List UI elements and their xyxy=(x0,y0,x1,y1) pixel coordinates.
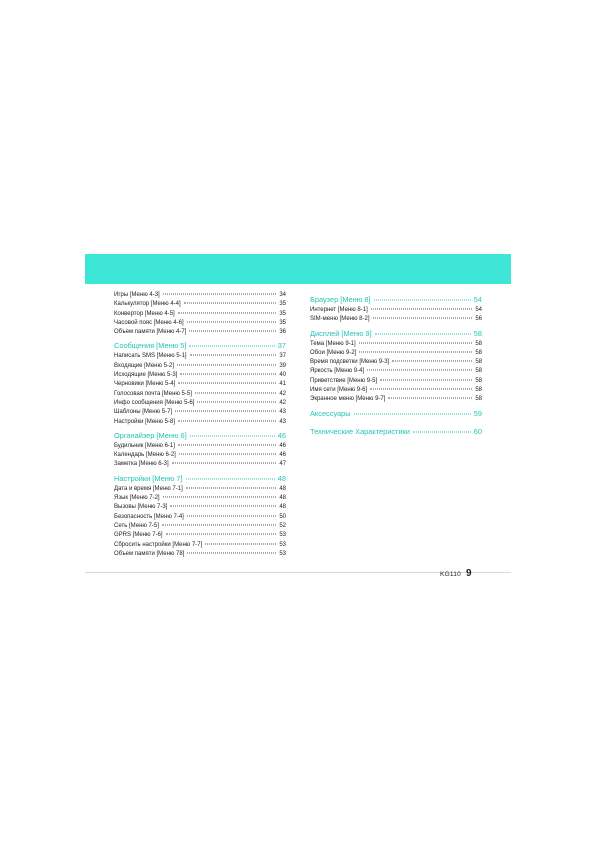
toc-label: Безопасность [Меню 7-4] xyxy=(114,513,184,520)
header-band xyxy=(85,254,511,284)
toc-leader-dots xyxy=(195,392,276,393)
toc-page-number: 54 xyxy=(475,307,482,313)
toc-entry[interactable] xyxy=(114,380,286,389)
toc-page-number: 48 xyxy=(279,504,286,511)
toc-page-number: 60 xyxy=(473,426,482,436)
toc-leader-dots xyxy=(187,321,277,322)
toc-entry[interactable] xyxy=(114,418,286,427)
toc-label: Браузер [Меню 8] xyxy=(310,295,371,304)
toc-leader-dots xyxy=(163,294,277,295)
toc-page-number: 41 xyxy=(279,381,286,388)
toc-label: Вызовы [Меню 7-3] xyxy=(114,504,168,511)
toc-section-heading[interactable] xyxy=(310,328,482,340)
toc-entry[interactable] xyxy=(310,386,482,395)
toc-leader-dots xyxy=(178,312,277,313)
toc-label: Технические Характеристики xyxy=(310,426,410,436)
toc-entry[interactable] xyxy=(114,300,286,309)
toc-leader-dots xyxy=(189,346,274,347)
toc-leader-dots xyxy=(172,463,277,464)
toc-page-number: 46 xyxy=(279,442,286,449)
toc-label: Календарь [Меню 6-2] xyxy=(114,452,176,459)
toc-entry[interactable] xyxy=(114,442,286,451)
toc-page-number: 35 xyxy=(279,301,286,308)
toc-label: Шаблоны [Меню 5-7] xyxy=(114,409,173,416)
toc-section-heading[interactable] xyxy=(310,294,482,306)
toc-leader-dots xyxy=(190,355,277,356)
toc-leader-dots xyxy=(187,515,276,516)
toc-entry[interactable] xyxy=(114,541,286,550)
toc-entry[interactable] xyxy=(310,367,482,376)
toc-page-number: 36 xyxy=(279,329,286,336)
toc-leader-dots xyxy=(371,309,473,310)
toc-page-number: 43 xyxy=(279,418,286,425)
toc-leader-dots xyxy=(178,444,276,445)
toc-page-number: 56 xyxy=(475,316,482,323)
toc-label: Сбросить настройки [Меню 7-7] xyxy=(114,541,203,548)
toc-entry[interactable] xyxy=(114,485,286,494)
toc-page-number: 58 xyxy=(475,349,482,356)
toc-label: Будильник [Меню 6-1] xyxy=(114,442,175,449)
toc-label: Приветствие [Меню 9-5] xyxy=(310,377,378,384)
toc-section-heading[interactable] xyxy=(310,426,482,438)
toc-page-number: 34 xyxy=(279,292,286,298)
toc-page-number: 48 xyxy=(279,495,286,502)
toc-label: Объем памяти [Меню 78] xyxy=(114,550,185,557)
toc-entry[interactable] xyxy=(310,377,482,386)
toc-page-number: 37 xyxy=(277,341,286,351)
toc-label: Обои [Меню 9-2] xyxy=(310,349,357,356)
toc-label: Аксессуары xyxy=(310,408,351,418)
toc-leader-dots xyxy=(162,524,276,525)
toc-label: Конвертор [Меню 4-5] xyxy=(114,310,175,317)
toc-section-heading[interactable] xyxy=(114,430,286,442)
toc-leader-dots xyxy=(190,435,275,436)
toc-leader-dots xyxy=(370,389,472,390)
toc-label: Черновики [Меню 5-4] xyxy=(114,381,176,388)
toc-label: SIM-меню [Меню 8-2] xyxy=(310,316,370,323)
toc-page-number: 42 xyxy=(279,390,286,397)
toc-page-number: 54 xyxy=(473,295,482,304)
toc-section-heading[interactable] xyxy=(114,473,286,485)
toc-label: Сеть [Меню 7-5] xyxy=(114,522,159,529)
toc-label: Калькулятор [Меню 4-4] xyxy=(114,301,181,308)
toc-page-number: 46 xyxy=(277,430,286,440)
toc-page-number: 42 xyxy=(279,399,286,406)
toc-label: Тема [Меню 9-1] xyxy=(310,340,356,347)
toc-leader-dots xyxy=(184,303,277,304)
toc-section-heading[interactable] xyxy=(114,340,286,352)
toc-entry[interactable] xyxy=(114,371,286,380)
toc-leader-dots xyxy=(186,487,277,488)
toc-label: Сообщения [Меню 5] xyxy=(114,341,187,351)
toc-entry[interactable] xyxy=(310,349,482,358)
toc-leader-dots xyxy=(170,506,276,507)
toc-page-number: 35 xyxy=(279,310,286,317)
toc-leader-dots xyxy=(178,420,276,421)
toc-label: Написать SMS [Меню 5-1] xyxy=(114,353,187,360)
toc-page-number: 48 xyxy=(279,485,286,492)
toc-leader-dots xyxy=(373,318,473,319)
toc-leader-dots xyxy=(388,398,472,399)
toc-page-number: 40 xyxy=(279,372,286,379)
toc-page-number: 35 xyxy=(279,319,286,326)
toc-entry[interactable] xyxy=(114,513,286,522)
toc-label: Настройки [Меню 5-8] xyxy=(114,418,175,425)
toc-right-column xyxy=(310,291,482,438)
toc-leader-dots xyxy=(367,370,472,371)
toc-leader-dots xyxy=(354,413,471,414)
toc-page-number: 37 xyxy=(279,353,286,360)
toc-entry[interactable] xyxy=(114,408,286,417)
toc-label: Настройки [Меню 7] xyxy=(114,473,183,483)
toc-page-number: 58 xyxy=(475,377,482,384)
toc-entry[interactable] xyxy=(114,522,286,531)
toc-label: Дисплей [Меню 9] xyxy=(310,328,372,338)
toc-label: Исходящие [Меню 5-3] xyxy=(114,372,178,379)
toc-page-number: 53 xyxy=(279,541,286,548)
toc-entry[interactable] xyxy=(310,315,482,324)
toc-label: Игры [Меню 4-3] xyxy=(114,292,160,298)
toc-page-number: 53 xyxy=(279,550,286,557)
toc-label: Экранное меню [Меню 9-7] xyxy=(310,396,386,403)
toc-leader-dots xyxy=(189,331,276,332)
toc-entry[interactable] xyxy=(114,531,286,540)
toc-entry[interactable] xyxy=(114,352,286,361)
toc-label: Язык [Меню 7-2] xyxy=(114,495,160,502)
footer-model: KG110 xyxy=(440,571,462,578)
toc-entry[interactable] xyxy=(114,319,286,328)
toc-leader-dots xyxy=(163,497,277,498)
toc-entry[interactable] xyxy=(114,503,286,512)
toc-leader-dots xyxy=(359,351,472,352)
toc-leader-dots xyxy=(380,379,472,380)
toc-leader-dots xyxy=(392,361,472,362)
toc-page-number: 39 xyxy=(279,362,286,369)
toc-page-number: 53 xyxy=(279,532,286,539)
toc-left-column xyxy=(114,291,286,559)
toc-page-number: 48 xyxy=(277,473,286,483)
toc-entry[interactable] xyxy=(310,358,482,367)
toc-label: Голосовая почта [Меню 5-5] xyxy=(114,390,192,397)
toc-leader-dots xyxy=(178,383,276,384)
toc-leader-dots xyxy=(359,342,473,343)
toc-leader-dots xyxy=(180,374,276,375)
toc-entry[interactable] xyxy=(114,390,286,399)
toc-leader-dots xyxy=(179,454,276,455)
toc-entry[interactable] xyxy=(114,399,286,408)
toc-page-number: 52 xyxy=(279,522,286,529)
toc-entry[interactable] xyxy=(310,306,482,315)
toc-leader-dots xyxy=(186,478,275,479)
toc-entry[interactable] xyxy=(114,550,286,559)
toc-entry[interactable] xyxy=(114,310,286,319)
toc-entry[interactable] xyxy=(310,395,482,404)
toc-leader-dots xyxy=(413,431,471,432)
toc-label: Имя сети [Меню 9-6] xyxy=(310,387,368,394)
toc-entry[interactable] xyxy=(114,328,286,337)
toc-page-number: 43 xyxy=(279,409,286,416)
toc-label: Входящие [Меню 5-2] xyxy=(114,362,175,369)
toc-page-number: 58 xyxy=(475,368,482,375)
toc-entry[interactable] xyxy=(114,362,286,371)
toc-label: Интернет [Меню 8-1] xyxy=(310,307,368,313)
toc-page-number: 47 xyxy=(279,461,286,468)
toc-page-number: 46 xyxy=(279,452,286,459)
toc-label: Объем памяти [Меню 4-7] xyxy=(114,329,187,336)
toc-leader-dots xyxy=(374,300,471,301)
toc-label: Яркость [Меню 9-4] xyxy=(310,368,365,375)
toc-entry[interactable] xyxy=(114,460,286,469)
toc-page-number: 58 xyxy=(475,396,482,403)
toc-label: Дата и время [Меню 7-1] xyxy=(114,485,183,492)
toc-label: GPRS [Меню 7-6] xyxy=(114,532,163,539)
toc-label: Инфо сообщения [Меню 5-6] xyxy=(114,399,195,406)
toc-leader-dots xyxy=(177,364,276,365)
toc-entry[interactable] xyxy=(114,451,286,460)
toc-page-number: 58 xyxy=(475,359,482,366)
toc-label: Часовой пояс [Меню 4-6] xyxy=(114,319,184,326)
toc-leader-dots xyxy=(205,543,276,544)
toc-entry[interactable] xyxy=(310,340,482,349)
toc-label: Время подсветки [Меню 9-3] xyxy=(310,359,390,366)
toc-leader-dots xyxy=(197,401,276,402)
page-footer xyxy=(440,568,472,579)
toc-page-number: 50 xyxy=(279,513,286,520)
toc-page-number: 58 xyxy=(475,387,482,394)
toc-label: Заметка [Меню 6-3] xyxy=(114,461,169,468)
toc-leader-dots xyxy=(187,552,276,553)
toc-page-number: 59 xyxy=(473,408,482,418)
toc-entry[interactable] xyxy=(114,291,286,300)
footer-page-number: 9 xyxy=(466,568,472,579)
toc-page-number: 58 xyxy=(473,328,482,338)
toc-page-number: 58 xyxy=(475,340,482,347)
toc-section-heading[interactable] xyxy=(310,408,482,420)
toc-leader-dots xyxy=(175,411,276,412)
toc-leader-dots xyxy=(375,333,471,334)
toc-leader-dots xyxy=(166,534,277,535)
toc-label: Органайзер [Меню 6] xyxy=(114,430,187,440)
toc-entry[interactable] xyxy=(114,494,286,503)
